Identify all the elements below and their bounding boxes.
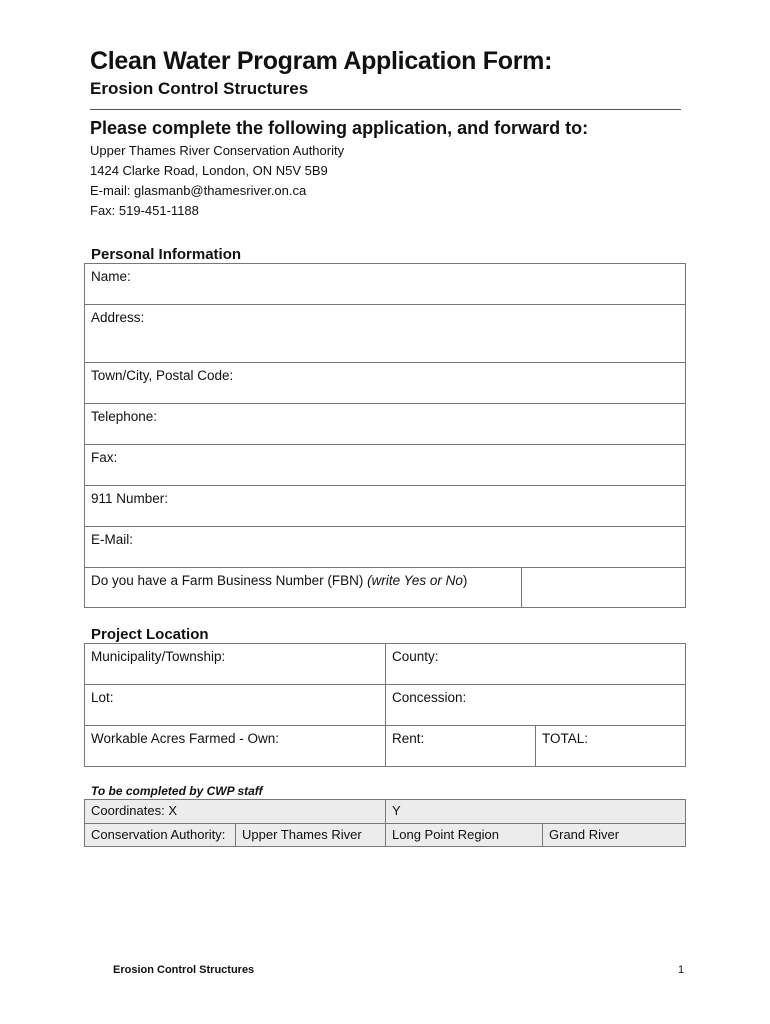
county-field[interactable]: County: — [386, 644, 686, 685]
concession-field[interactable]: Concession: — [386, 685, 686, 726]
address-line: Fax: 519-451-1188 — [90, 203, 199, 218]
ca-option-long-point[interactable]: Long Point Region — [386, 824, 543, 847]
project-location-heading: Project Location — [91, 626, 209, 643]
fax-field[interactable]: Fax: — [85, 445, 686, 486]
name-field[interactable]: Name: — [85, 264, 686, 305]
staff-table — [84, 799, 686, 847]
conservation-authority-label: Conservation Authority: — [85, 824, 236, 847]
footer-title: Erosion Control Structures — [113, 964, 255, 976]
acres-own-field[interactable]: Workable Acres Farmed - Own: — [85, 726, 386, 767]
total-field[interactable]: TOTAL: — [536, 726, 686, 767]
staff-heading: To be completed by CWP staff — [91, 784, 263, 798]
coordinates-x-field[interactable]: Coordinates: X — [85, 800, 386, 824]
telephone-field[interactable]: Telephone: — [85, 404, 686, 445]
ca-option-upper-thames[interactable]: Upper Thames River — [236, 824, 386, 847]
address-field[interactable]: Address: — [85, 305, 686, 363]
lot-field[interactable]: Lot: — [85, 685, 386, 726]
page-subtitle: Erosion Control Structures — [90, 79, 309, 98]
rent-field[interactable]: Rent: — [386, 726, 536, 767]
address-line: E-mail: glasmanb@thamesriver.on.ca — [90, 183, 307, 198]
fbn-label — [85, 568, 522, 608]
project-location-table — [84, 643, 686, 767]
address-line: 1424 Clarke Road, London, ON N5V 5B9 — [90, 163, 328, 178]
fbn-answer-field[interactable] — [522, 568, 686, 608]
911-number-field[interactable]: 911 Number: — [85, 486, 686, 527]
municipality-field[interactable]: Municipality/Township: — [85, 644, 386, 685]
personal-info-table — [84, 263, 686, 608]
fbn-question: Do you have a Farm Business Number (FBN) — [91, 573, 368, 588]
email-field[interactable]: E-Mail: — [85, 527, 686, 568]
page-title: Clean Water Program Application Form: — [90, 47, 553, 75]
fbn-paren: ) — [462, 573, 468, 588]
address-line: Upper Thames River Conservation Authority — [90, 143, 345, 158]
personal-info-heading: Personal Information — [91, 246, 242, 263]
instructions-heading: Please complete the following application, and forward to: — [90, 118, 589, 138]
fbn-hint: (write Yes or No — [367, 573, 463, 588]
page-number: 1 — [678, 964, 685, 976]
ca-option-grand-river[interactable]: Grand River — [543, 824, 686, 847]
coordinates-y-field[interactable]: Y — [386, 800, 686, 824]
divider — [90, 109, 681, 110]
town-postal-field[interactable]: Town/City, Postal Code: — [85, 363, 686, 404]
